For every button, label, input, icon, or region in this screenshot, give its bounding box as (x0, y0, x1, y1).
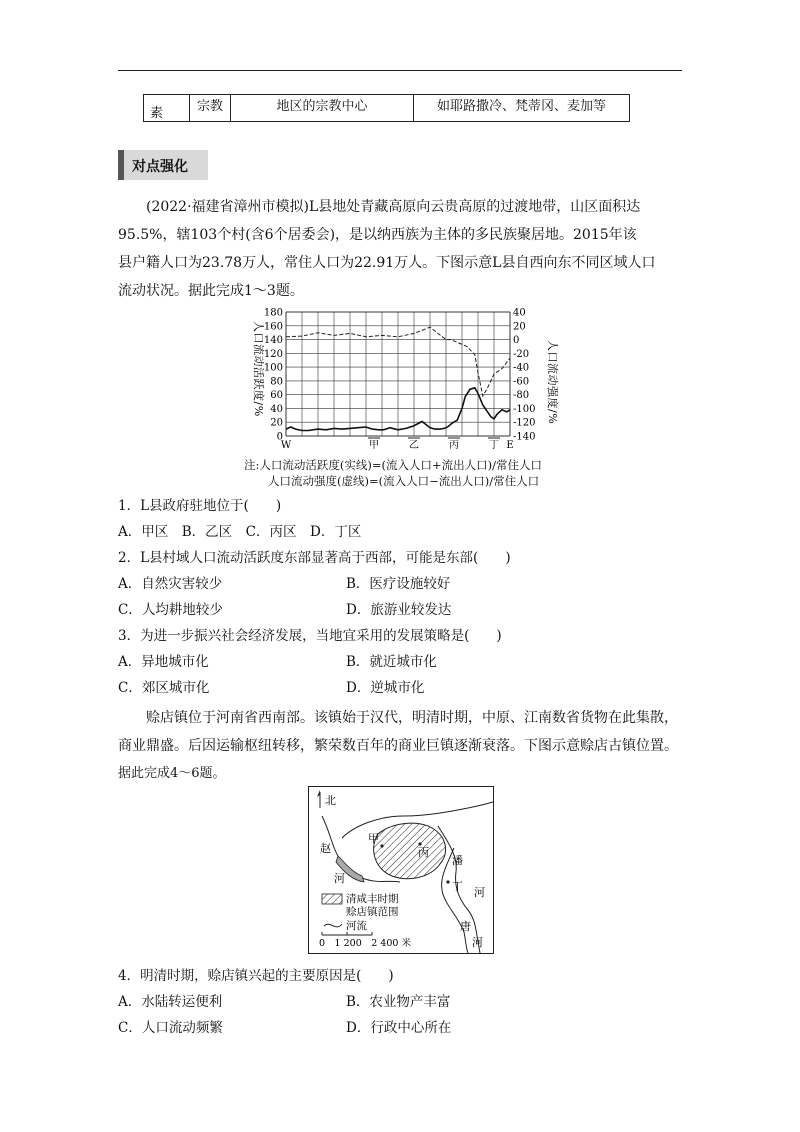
y-tick-label: 0 (513, 335, 520, 347)
place-label: 丁 (452, 880, 463, 893)
y-tick-label: 160 (263, 321, 283, 333)
north-label: 北 (325, 794, 336, 807)
option-c: C．郊区城市化 (118, 680, 210, 696)
y-tick-label: 80 (270, 376, 283, 388)
x-tick-label: 丙 (449, 440, 459, 451)
table-cell: 如耶路撒冷、梵蒂冈、麦加等 (414, 95, 630, 122)
right-axis-label: 人口流动强度/% (546, 340, 559, 425)
option-c: C．人均耕地较少 (118, 602, 223, 618)
y-tick-label: 20 (513, 321, 526, 333)
y-tick-label: 20 (270, 417, 283, 429)
passage-2 (118, 704, 686, 788)
x-axis-labels (281, 438, 514, 451)
x-tick-label: E (506, 440, 514, 451)
section-title: 对点强化 (132, 159, 188, 175)
y-tick-label: -80 (513, 390, 530, 402)
y-tick-label: -60 (513, 376, 530, 388)
question-1: 1．L县政府驻地位于( ) (118, 498, 282, 514)
table-cell: 素 (144, 95, 190, 122)
y-tick-label: 0 (276, 431, 283, 443)
legend-label: 清咸丰时期 (346, 893, 399, 905)
river-name: 唐 (460, 920, 471, 933)
option-c: C．人口流动频繁 (118, 1020, 223, 1036)
table-cell: 宗教 (190, 95, 231, 122)
y-tick-label: 60 (270, 390, 283, 402)
table-row (144, 95, 630, 122)
place-label: 丙 (418, 846, 429, 859)
question-1-options: A．甲区 B．乙区 C．丙区 D．丁区 (118, 524, 362, 540)
top-rule (118, 70, 682, 71)
population-flow-chart (240, 306, 560, 456)
x-tick-label: 乙 (409, 440, 419, 451)
passage-line: 县户籍人口为23.78万人，常住人口为22.91万人。下图示意L县自西向东不同区域人口 (118, 255, 656, 271)
y-tick-label: 180 (263, 307, 283, 319)
y-tick-label: 100 (263, 362, 283, 374)
passage-1 (118, 193, 686, 305)
chart-note-2: 人口流动强度(虚线)=(流入人口−流出人口)/常住人口 (268, 474, 540, 488)
option-d: D．旅游业较发达 (346, 602, 452, 618)
left-axis-label: 人口流动活跃度/% (252, 321, 265, 417)
question-4: 4．明清时期，赊店镇兴起的主要原因是( ) (118, 968, 394, 984)
passage-line: 赊店镇位于河南省西南部。该镇始于汉代，明清时期，中原、江南数省货物在此集散， (146, 710, 678, 726)
table-cell: 地区的宗教中心 (231, 95, 414, 122)
option-a: A．水陆转运便利 (118, 994, 223, 1010)
y-tick-label: 140 (263, 335, 283, 347)
section-marker (118, 150, 124, 180)
y-tick-label: -40 (513, 362, 530, 374)
y-tick-label: -120 (513, 417, 536, 429)
y-tick-label: 120 (263, 348, 283, 360)
legend-label: 河流 (346, 920, 367, 932)
summary-table (143, 94, 630, 122)
left-axis-ticks (264, 308, 283, 443)
option-b: B．医疗设施较好 (346, 576, 451, 592)
shedian-town-map (308, 786, 494, 954)
chart-grid (286, 312, 510, 436)
option-a: A．异地城市化 (118, 654, 209, 670)
y-tick-label: 40 (513, 307, 526, 319)
passage-line: 流动状况。据此完成1～3题。 (118, 283, 304, 299)
place-label: 甲 (368, 832, 379, 845)
river-name: 赵 (320, 842, 331, 855)
scale-label: 0 1 200 2 400 米 (319, 938, 411, 949)
river-name: 潘 (452, 854, 463, 867)
legend-hatch-swatch (322, 894, 342, 904)
river-name: 河 (472, 936, 483, 949)
y-tick-label: -140 (513, 431, 536, 443)
option-a: A．自然灾害较少 (118, 576, 223, 592)
x-tick-label: 甲 (369, 440, 379, 451)
right-axis-ticks (513, 308, 535, 443)
place-dot (446, 880, 449, 883)
question-3: 3．为进一步振兴社会经济发展，当地宜采用的发展策略是( ) (118, 628, 502, 644)
passage-line: 据此完成4～6题。 (118, 766, 226, 781)
passage-line: 95.5%，辖103个村(含6个居委会)，是以纳西族为主体的多民族聚居地。2015年该 (118, 227, 637, 243)
river-name: 河 (334, 872, 345, 885)
x-tick-label: W (280, 440, 292, 451)
place-dot (380, 844, 383, 847)
option-b: B．农业物产丰富 (346, 994, 451, 1010)
legend-label: 赊店镇范围 (346, 906, 399, 918)
x-tick-label: 丁 (489, 440, 499, 451)
option-d: D．逆城市化 (346, 680, 425, 696)
y-tick-label: -100 (513, 403, 536, 415)
option-d: D．行政中心所在 (346, 1020, 452, 1036)
passage-line: 商业鼎盛。后因运输枢纽转移，繁荣数百年的商业巨镇逐渐衰落。下图示意赊店古镇位置。 (118, 738, 678, 754)
question-2: 2．L县村域人口流动活跃度东部显著高于西部，可能是东部( ) (118, 550, 511, 566)
section-header (118, 150, 208, 180)
option-b: B．就近城市化 (346, 654, 437, 670)
river-name: 河 (474, 886, 485, 899)
y-tick-label: -20 (513, 348, 530, 360)
chart-note-1: 注:人口流动活跃度(实线)=(流入人口+流出人口)/常住人口 (244, 458, 542, 472)
passage-line: (2022·福建省漳州市模拟)L县地处青藏高原向云贵高原的过渡地带，山区面积达 (146, 199, 641, 215)
y-tick-label: 40 (270, 403, 283, 415)
